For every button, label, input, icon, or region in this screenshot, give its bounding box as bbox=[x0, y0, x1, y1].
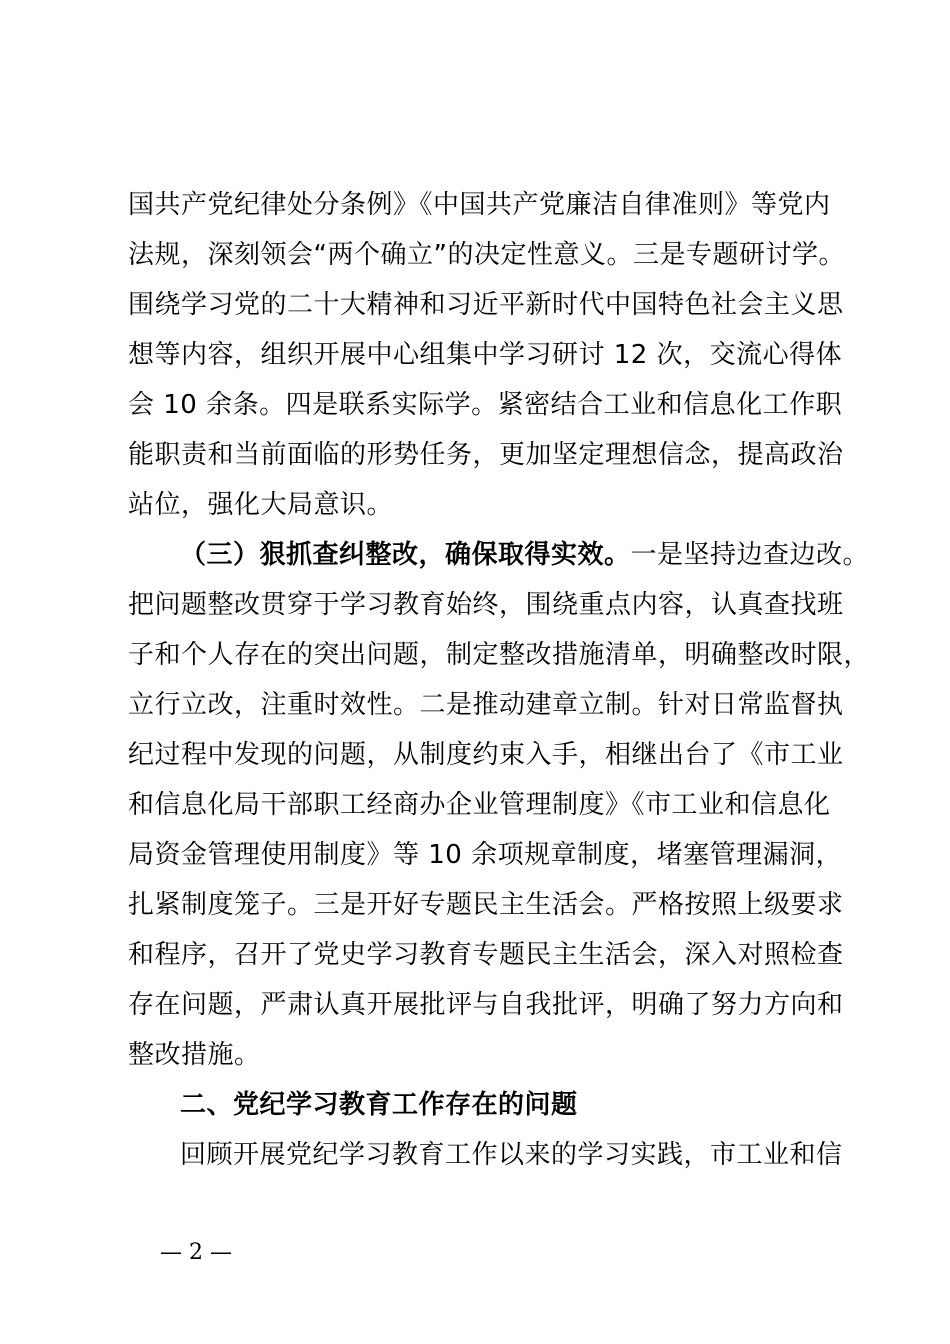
body-line-5: 会 10 余条。四是联系实际学。紧密结合工业和信息化工作职 bbox=[128, 390, 843, 420]
section3-line-5: 和信息化局干部职工经商办企业管理制度》《市工业和信息化 bbox=[128, 790, 831, 820]
body-line-7: 站位，强化大局意识。 bbox=[128, 490, 394, 520]
body-line-4: 想等内容，组织开展中心组集中学习研讨 12 次，交流心得体 bbox=[128, 340, 843, 370]
section3-line-1: 把问题整改贯穿于学习教育始终，围绕重点内容，认真查找班 bbox=[128, 590, 844, 620]
section3-line-3: 立行立改，注重时效性。二是推动建章立制。针对日常监督执 bbox=[128, 690, 844, 720]
section3-line-6: 局资金管理使用制度》等 10 余项规章制度，堵塞管理漏洞， bbox=[128, 840, 843, 870]
body-line-1: 国共产党纪律处分条例》《中国共产党廉洁自律准则》等党内 bbox=[128, 190, 831, 220]
body-line-6: 能职责和当前面临的形势任务，更加坚定理想信念，提高政治 bbox=[128, 440, 844, 470]
section3-first-line bbox=[180, 530, 869, 580]
section3-line-7: 扎紧制度笼子。三是开好专题民主生活会。严格按照上级要求 bbox=[128, 890, 844, 920]
section-two-heading: 二、党纪学习教育工作存在的问题 bbox=[180, 1090, 578, 1120]
section3-heading: （三）狠抓查纠整改，确保取得实效。 bbox=[180, 540, 631, 570]
section3-line-2: 子和个人存在的突出问题，制定整改措施清单，明确整改时限， bbox=[128, 640, 871, 670]
section3-line-9: 存在问题，严肃认真开展批评与自我批评，明确了努力方向和 bbox=[128, 990, 844, 1020]
body-line-2: 法规，深刻领会“两个确立”的决定性意义。三是专题研讨学。 bbox=[128, 240, 845, 270]
body-line-3: 围绕学习党的二十大精神和习近平新时代中国特色社会主义思 bbox=[128, 290, 844, 320]
section3-line-10: 整改措施。 bbox=[128, 1040, 261, 1070]
section3-first-line-rest: 一是坚持边查边改。 bbox=[630, 540, 870, 570]
page-number: — 2 — bbox=[160, 1240, 232, 1265]
section3-line-4: 纪过程中发现的问题，从制度约束入手，相继出台了《市工业 bbox=[128, 740, 844, 770]
section3-line-8: 和程序，召开了党史学习教育专题民主生活会，深入对照检查 bbox=[128, 940, 844, 970]
section-two-first-line: 回顾开展党纪学习教育工作以来的学习实践，市工业和信 bbox=[180, 1140, 843, 1170]
